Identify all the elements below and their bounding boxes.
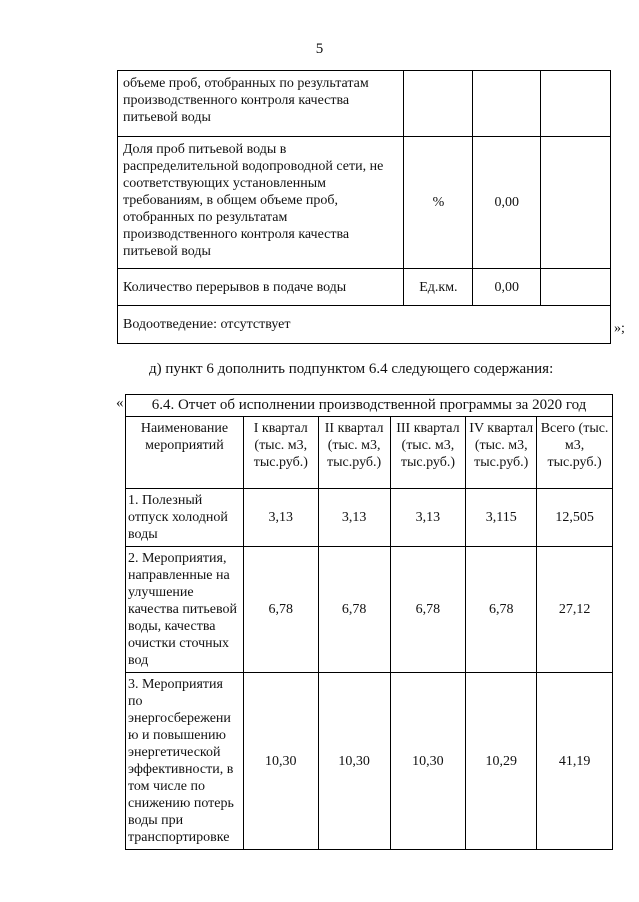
value-q1: 3,13 bbox=[243, 489, 318, 547]
table-row bbox=[126, 489, 613, 547]
header-q4: IV квартал (тыс. м3, тыс.руб.) bbox=[466, 417, 537, 489]
closing-quote: »; bbox=[614, 321, 625, 336]
indicators-table bbox=[117, 70, 611, 344]
value-q2: 10,30 bbox=[318, 673, 390, 850]
table-header-row bbox=[126, 417, 613, 489]
header-q3: III квартал (тыс. м3, тыс.руб.) bbox=[390, 417, 466, 489]
empty-cell bbox=[541, 269, 611, 306]
indicator-value bbox=[473, 71, 541, 137]
value-q2: 6,78 bbox=[318, 547, 390, 673]
header-q2: II квартал (тыс. м3, тыс.руб.) bbox=[318, 417, 390, 489]
indicator-value: 0,00 bbox=[473, 137, 541, 269]
indicator-unit: Ед.км. bbox=[404, 269, 473, 306]
table-row bbox=[126, 673, 613, 850]
table-title-row bbox=[126, 395, 613, 417]
value-q4: 10,29 bbox=[466, 673, 537, 850]
table-row bbox=[118, 71, 611, 137]
value-total: 27,12 bbox=[537, 547, 613, 673]
header-q1: I квартал (тыс. м3, тыс.руб.) bbox=[243, 417, 318, 489]
value-q1: 10,30 bbox=[243, 673, 318, 850]
opening-quote: « bbox=[116, 395, 124, 411]
indicator-label: объеме проб, отобранных по результатам производственного контроля качества питьевой воды bbox=[118, 71, 404, 137]
value-q3: 3,13 bbox=[390, 489, 466, 547]
amendment-text: д) пункт 6 дополнить подпунктом 6.4 следующего содержания: bbox=[149, 361, 554, 377]
table-row bbox=[118, 269, 611, 306]
table-row bbox=[118, 137, 611, 269]
indicator-value: 0,00 bbox=[473, 269, 541, 306]
program-report-table bbox=[125, 394, 613, 850]
value-q4: 6,78 bbox=[466, 547, 537, 673]
activity-name: 1. Полезный отпуск холодной воды bbox=[126, 489, 244, 547]
page-number: 5 bbox=[315, 41, 324, 57]
indicator-label: Количество перерывов в подаче воды bbox=[118, 269, 404, 306]
empty-cell bbox=[541, 71, 611, 137]
value-q4: 3,115 bbox=[466, 489, 537, 547]
header-name: Наименование мероприятий bbox=[126, 417, 244, 489]
activity-name: 2. Мероприятия, направленные на улучшение качества питьевой воды, качества очистки сточных вод bbox=[126, 547, 244, 673]
value-total: 12,505 bbox=[537, 489, 613, 547]
table-row bbox=[126, 547, 613, 673]
value-q2: 3,13 bbox=[318, 489, 390, 547]
value-total: 41,19 bbox=[537, 673, 613, 850]
indicator-unit bbox=[404, 71, 473, 137]
table-title: 6.4. Отчет об исполнении производственной программы за 2020 год bbox=[126, 395, 613, 417]
header-total: Всего (тыс. м3, тыс.руб.) bbox=[537, 417, 613, 489]
value-q3: 10,30 bbox=[390, 673, 466, 850]
table-row bbox=[118, 306, 611, 344]
value-q1: 6,78 bbox=[243, 547, 318, 673]
indicator-unit: % bbox=[404, 137, 473, 269]
wastewater-label: Водоотведение: отсутствует bbox=[118, 306, 611, 344]
indicator-label: Доля проб питьевой воды в распределительной водопроводной сети, не соответствующих установленным требованиям, в общем объеме проб, отобранных по результатам производственного контроля качества питьевой воды bbox=[118, 137, 404, 269]
value-q3: 6,78 bbox=[390, 547, 466, 673]
empty-cell bbox=[541, 137, 611, 269]
activity-name: 3. Мероприятия по энергосбережени ю и повышению энергетической эффективности, в том числе по снижению потерь воды при транспортировке bbox=[126, 673, 244, 850]
